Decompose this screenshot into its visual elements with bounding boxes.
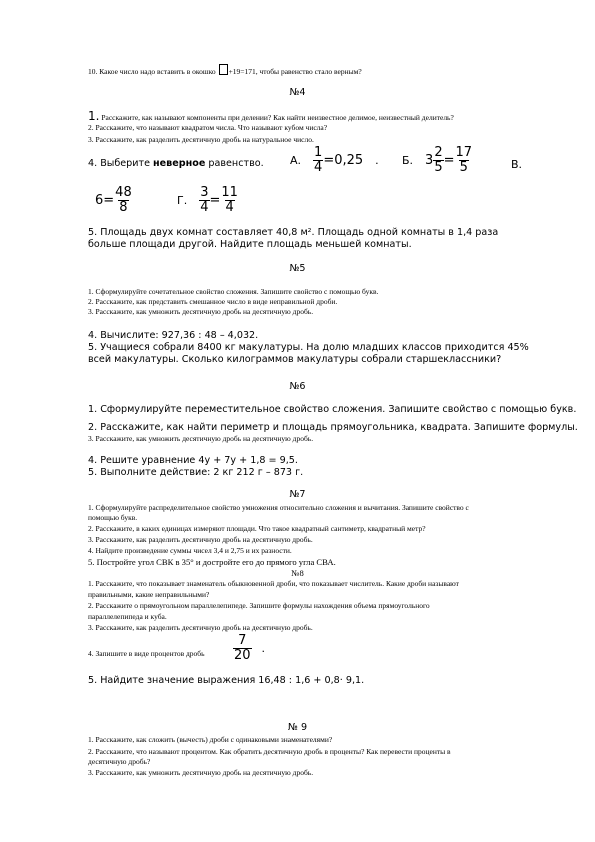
- option-b-whole: 3: [425, 153, 434, 168]
- option-b-result-numerator: 17: [455, 145, 473, 160]
- s5-question-3: 3. Расскажите, как умножить десятичную дробь на десятичную дробь.: [88, 307, 314, 316]
- option-a: [290, 146, 379, 175]
- s9-question-2-line-2: десятичную дробь?: [88, 757, 151, 766]
- s7-question-1-line-1: 1. Сформулируйте распределительное свойство умножения относительно сложения и вычитания. Запишите свойство с: [88, 503, 469, 512]
- option-v-label: В.: [511, 158, 523, 171]
- s9-question-1-text: 1. Расскажите, как сложить (вычесть) дроби с одинаковыми знаменателями?: [88, 735, 333, 744]
- option-b-numerator: 2: [434, 145, 443, 160]
- s8-q4-numerator: 7: [238, 633, 247, 648]
- s7-question-4: 4. Найдите произведение суммы чисел 3,4 и 2,75 и их разности.: [88, 546, 292, 555]
- s5-question-5-line-1: 5. Учащиеся собрали 8400 кг макулатуры. На долю младших классов приходится 45%: [88, 342, 529, 353]
- s4-question-3: 3. Расскажите, как разделить десятичную дробь на натуральное число.: [88, 135, 314, 144]
- option-g-result-fraction: [220, 186, 239, 215]
- option-g-label: Г.: [177, 194, 188, 207]
- section-4-title: №4: [289, 87, 306, 98]
- s8-question-2-line-2: параллелепипеда и куба.: [88, 612, 167, 621]
- option-b-fraction: [433, 146, 443, 175]
- option-a-dot: .: [375, 154, 379, 167]
- option-g: [177, 186, 239, 215]
- s6-question-4: 4. Решите уравнение 4у + 7у + 1,8 = 9,5.: [88, 455, 298, 466]
- s6-question-3: 3. Расскажите, как умножить десятичную дробь на десятичную дробь.: [88, 434, 314, 443]
- option-a-denominator: 4: [314, 160, 323, 175]
- option-a-label: А.: [290, 154, 302, 167]
- option-a-rhs: =0,25: [323, 153, 364, 168]
- option-b-denominator: 5: [434, 160, 443, 175]
- s9-question-2-line-1: 2. Расскажите, что называют процентом. Как обратить десятичную дробь в проценты? Как перевести проценты в: [88, 747, 451, 756]
- option-b-result-fraction: [455, 146, 474, 175]
- option-v-lhs: 6=: [95, 193, 115, 208]
- s4-question-1: [88, 111, 454, 123]
- s4-q4-pre: 4. Выберите: [88, 158, 154, 169]
- s5-question-4: 4. Вычислите: 927,36 : 48 – 4,032.: [88, 330, 259, 341]
- option-g-numerator: 3: [200, 185, 209, 200]
- s4-question-5-line-1: 5. Площадь двух комнат составляет 40,8 м². Площадь одной комнаты в 1,4 раза: [88, 227, 499, 238]
- option-g-fraction: [199, 186, 209, 215]
- s5-question-1: 1. Сформулируйте сочетательное свойство сложения. Запишите свойство с помощью букв.: [88, 287, 379, 296]
- s8-q4-dot: .: [261, 642, 266, 655]
- section-6-title: №6: [289, 381, 306, 392]
- s4-question-5-line-2: больше площади другой. Найдите площадь меньшей комнаты.: [88, 239, 412, 250]
- s9-question-3: 3. Расскажите, как умножить десятичную дробь на десятичную дробь.: [88, 768, 314, 777]
- s8-q4-denominator: 20: [234, 648, 251, 663]
- s7-question-3: 3. Расскажите, как разделить десятичную дробь на десятичную дробь.: [88, 535, 313, 544]
- s6-question-5: 5. Выполните действие: 2 кг 212 г – 873 г.: [88, 467, 304, 478]
- s8-question-2-line-1: 2. Расскажите о прямоугольном параллелепипеде. Запишите формулы нахождения объема прямоугольного: [88, 601, 430, 610]
- option-g-result-denominator: 4: [225, 200, 234, 215]
- section-7-title: №7: [289, 489, 306, 500]
- answer-box: [219, 64, 228, 75]
- s4-q1-text: Расскажите, как называют компоненты при делении? Как найти неизвестное делимое, неизвестный делитель?: [99, 113, 454, 122]
- option-v-expression: [95, 186, 133, 215]
- option-v-numerator: 48: [115, 185, 132, 200]
- question-10: [88, 64, 362, 77]
- question-10-text-before: 10. Какое число надо вставить в окошко: [88, 67, 218, 76]
- s4-q1-number: 1.: [88, 109, 100, 123]
- option-b: [402, 146, 473, 175]
- section-8-title: №8: [291, 568, 304, 578]
- section-9-title: № 9: [287, 722, 308, 733]
- s4-question-4: [88, 158, 264, 170]
- option-v-denominator: 8: [119, 200, 128, 215]
- option-v-fraction: [114, 186, 133, 215]
- s4-question-2: 2. Расскажите, что называют квадратом числа. Что называют кубом числа?: [88, 123, 328, 132]
- s5-question-5-line-2: всей макулатуры. Сколько килограммов макулатуры собрали старшеклассники?: [88, 354, 502, 365]
- option-a-numerator: 1: [314, 145, 323, 160]
- s4-q4-bold: неверное: [153, 158, 206, 169]
- s8-question-4: 4. Запишите в виде процентов дробь: [88, 649, 205, 658]
- option-b-result-denominator: 5: [459, 160, 468, 175]
- option-g-result-numerator: 11: [221, 185, 238, 200]
- s8-q4-fraction: [233, 634, 252, 663]
- s8-question-5: 5. Найдите значение выражения 16,48 : 1,6 + 0,8· 9,1.: [88, 675, 365, 686]
- s8-q4-expression: [233, 634, 265, 663]
- s7-question-2: 2. Расскажите, в каких единицах измеряют площади. Что такое квадратный сантиметр, квадратный метр?: [88, 524, 426, 533]
- question-10-text-after: +19=171, чтобы равенство стало верным?: [228, 67, 362, 76]
- s4-q4-post: равенство.: [205, 158, 264, 169]
- option-b-equals: =: [443, 153, 455, 168]
- s5-question-2: 2. Расскажите, как представить смешанное число в виде неправильной дроби.: [88, 297, 338, 306]
- s6-question-2: 2. Расскажите, как найти периметр и площадь прямоугольника, квадрата. Запишите формулы.: [88, 422, 578, 433]
- option-b-label: Б.: [402, 154, 414, 167]
- option-g-denominator: 4: [200, 200, 209, 215]
- s8-question-1-line-1: 1. Расскажите, что показывает знаменатель обыкновенной дроби, что показывает числитель. Какие дроби называют: [88, 579, 459, 588]
- option-a-fraction: [313, 146, 323, 175]
- s7-question-1-line-2: помощью букв.: [88, 513, 138, 522]
- section-5-title: №5: [289, 263, 306, 274]
- option-g-equals: =: [209, 193, 221, 208]
- s7-question-5: 5. Постройте угол СВК в 35° и достройте его до прямого угла СВА.: [88, 557, 336, 567]
- s8-question-1-line-2: правильными, какие неправильными?: [88, 590, 210, 599]
- s8-question-3: 3. Расскажите, как разделить десятичную дробь на десятичную дробь.: [88, 623, 313, 632]
- s6-question-1: 1. Сформулируйте переместительное свойство сложения. Запишите свойство с помощью букв.: [88, 404, 577, 415]
